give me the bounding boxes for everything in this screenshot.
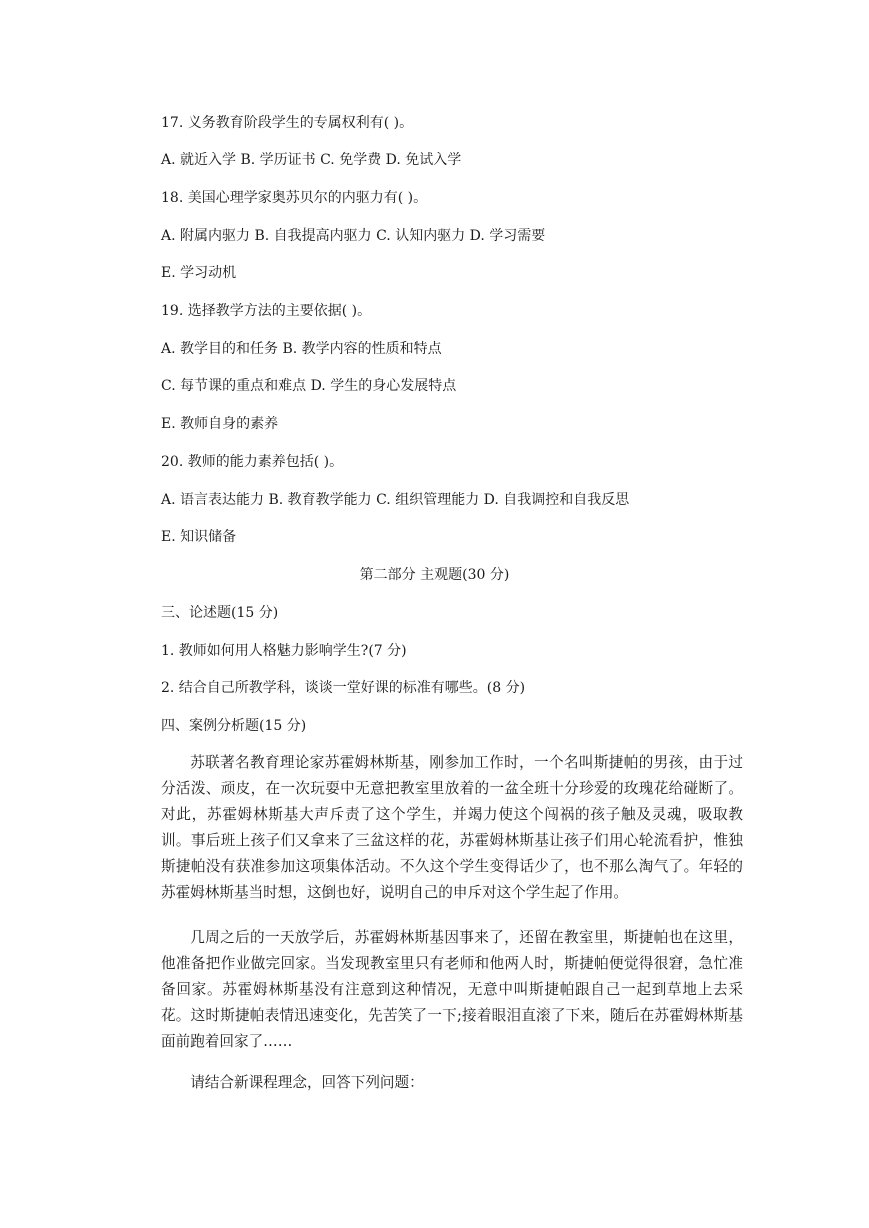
question-19-options-c-d: C. 每节课的重点和难点 D. 学生的身心发展特点 — [161, 378, 457, 394]
question-18-option-e: E. 学习动机 — [161, 265, 237, 281]
question-20-stem: 20. 教师的能力素养包括( )。 — [161, 454, 344, 470]
essay-question-2: 2. 结合自己所教学科，谈谈一堂好课的标准有哪些。(8 分) — [161, 680, 526, 696]
part-two-title: 第二部分 主观题(30 分) — [359, 567, 510, 583]
question-20-option-e: E. 知识储备 — [161, 529, 237, 545]
question-18-stem: 18. 美国心理学家奥苏贝尔的内驱力有( )。 — [161, 190, 428, 206]
essay-question-1: 1. 教师如何用人格魅力影响学生?(7 分) — [161, 643, 407, 659]
question-20-options-a-d: A. 语言表达能力 B. 教育教学能力 C. 组织管理能力 D. 自我调控和自我反思 — [161, 492, 630, 508]
question-19-stem: 19. 选择教学方法的主要依据( )。 — [161, 303, 372, 319]
case-paragraph-1: 苏联著名教育理论家苏霍姆林斯基，刚参加工作时，一个名叫斯捷帕的男孩，由于过分活泼、顽皮，在一次玩耍中无意把教室里放着的一盆全班十分珍爱的玫瑰花给碰断了。对此，苏霍姆林斯基大声斥责了这个学生，并竭力使这个闯祸的孩子触及灵魂，吸取教训。事后班上孩子们又拿来了三盆这样的花，苏霍姆林斯基让孩子们用心轮流看护，惟独斯捷帕没有获准参加这项集体活动。不久这个学生变得话少了，也不那么淘气了。年轻的苏霍姆林斯基当时想，这倒也好，说明自己的申斥对这个学生起了作用。 — [161, 754, 743, 901]
question-17-stem: 17. 义务教育阶段学生的专属权利有( )。 — [161, 115, 414, 131]
question-19-option-e: E. 教师自身的素养 — [161, 416, 279, 432]
case-paragraph-2: 几周之后的一天放学后，苏霍姆林斯基因事来了，还留在教室里，斯捷帕也在这里，他准备把作业做完回家。当发现教室里只有老师和他两人时，斯捷帕便觉得很窘，急忙准备回家。苏霍姆林斯基没有注意到这种情况，无意中叫斯捷帕跟自己一起到草地上去采花。这时斯捷帕表情迅速变化，先苦笑了一下;接着眼泪直滚了下来，随后在苏霍姆林斯基面前跑着回家了…… — [161, 929, 743, 1050]
question-19-options-a-b: A. 教学目的和任务 B. 教学内容的性质和特点 — [161, 341, 442, 357]
question-17-options: A. 就近入学 B. 学历证书 C. 免学费 D. 免试入学 — [161, 152, 462, 168]
case-question-prompt: 请结合新课程理念，回答下列问题： — [190, 1074, 424, 1091]
essay-heading: 三、论述题(15 分) — [161, 605, 279, 621]
case-analysis-heading: 四、案例分析题(15 分) — [161, 718, 307, 734]
question-18-options-a-d: A. 附属内驱力 B. 自我提高内驱力 C. 认知内驱力 D. 学习需要 — [161, 228, 546, 244]
